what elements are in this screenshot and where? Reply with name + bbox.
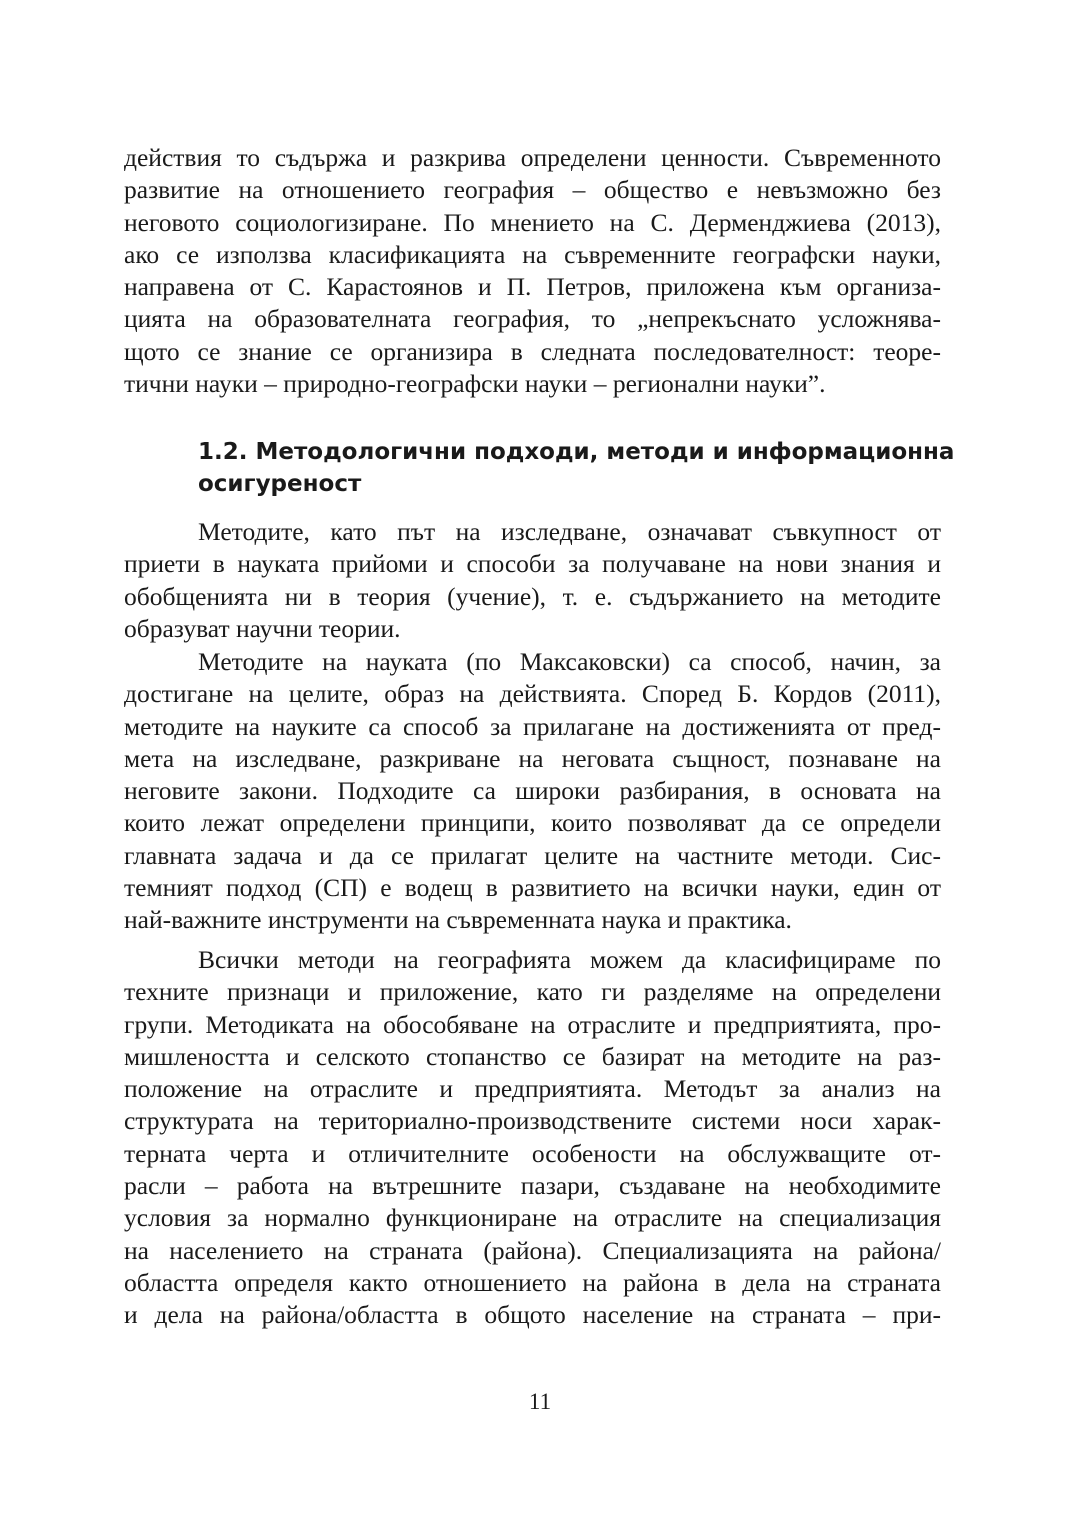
text-line: и дела на района/областта в общото население на страната – при- [124, 1300, 941, 1330]
text-line: терната черта и отличителните особености на обслужващите от- [124, 1138, 941, 1168]
text-line: действия то съдържа и разкрива определени ценности. Съвременното [124, 143, 941, 172]
paragraph [124, 944, 941, 1332]
text-line: структурата на териториално-производствените системи носи харак- [124, 1106, 941, 1136]
text-line: приети в науката прийоми и способи за получаване на нови знания и [124, 549, 941, 579]
section-heading-line: 1.2. Методологични подходи, методи и информационна [198, 439, 955, 465]
text-line: мишлеността и селското стопанство се базират на методите на раз- [124, 1041, 941, 1071]
text-line: щото се знание се организира в следната последователност: теоре- [124, 336, 941, 366]
text-line: групи. Методиката на обособяване на отраслите и предприятията, про- [124, 1009, 941, 1039]
text-line: расли – работа на вътрешните пазари, създаване на необходимите [124, 1171, 941, 1201]
text-line: неговите закони. Подходите са широки разбирания, в основата на [124, 776, 941, 806]
text-line: темният подход (СП) е водещ в развитието на всички науки, един от [124, 873, 941, 903]
section-heading [198, 436, 955, 500]
paragraph [124, 516, 941, 645]
text-line: които лежат определени принципи, които позволяват да се определи [124, 808, 941, 838]
text-line: главната задача и да се прилагат целите на частните методи. Сис- [124, 840, 941, 870]
text-line: направена от С. Карастоянов и П. Петров, приложена към организа- [124, 272, 941, 302]
paragraph [124, 646, 941, 937]
paragraph-continued [124, 142, 941, 400]
text-line: неговото социологизиране. По мнението на С. Дерменджиева (2013), [124, 207, 941, 237]
text-line: цията на образователната география, то „непрекъснато усложнява- [124, 304, 941, 334]
text-line: методите на науките са способ за прилагане на достиженията от пред- [124, 711, 941, 741]
text-line: най-важните инструменти на съвременната наука и практика. [124, 905, 792, 935]
text-line: на населението на страната (района). Специализацията на района/ [124, 1235, 941, 1265]
text-line: техните признаци и приложение, като ги разделяме на определени [124, 977, 941, 1007]
text-line: образуват научни теории. [124, 613, 401, 643]
text-line: обобщенията ни в теория (учение), т. е. съдържанието на методите [124, 581, 941, 611]
text-line: областта определя както отношението на района в дела на страната [124, 1267, 941, 1297]
text-line: тични науки – природно-географски науки – регионални науки”. [124, 369, 826, 399]
text-line: Всички методи на географията можем да класифицираме по [198, 945, 941, 974]
section-heading-line: осигуреност [198, 471, 362, 497]
text-line: Методите, като път на изследване, означават съвкупност от [198, 517, 941, 546]
text-line: мета на изследване, разкриване на неговата същност, познаване на [124, 743, 941, 773]
text-line: условия за нормално функциониране на отраслите на специализация [124, 1203, 941, 1233]
text-line: Методите на науката (по Максаковски) са способ, начин, за [198, 647, 941, 676]
page-number: 11 [528, 1389, 552, 1414]
text-line: достигане на целите, образ на действията. Според Б. Кордов (2011), [124, 679, 941, 709]
text-line: развитие на отношението география – общество е невъзможно без [124, 175, 941, 205]
text-line: положение на отраслите и предприятията. Методът за анализ на [124, 1074, 941, 1104]
text-line: ако се използва класификацията на съвременните географски науки, [124, 239, 941, 269]
